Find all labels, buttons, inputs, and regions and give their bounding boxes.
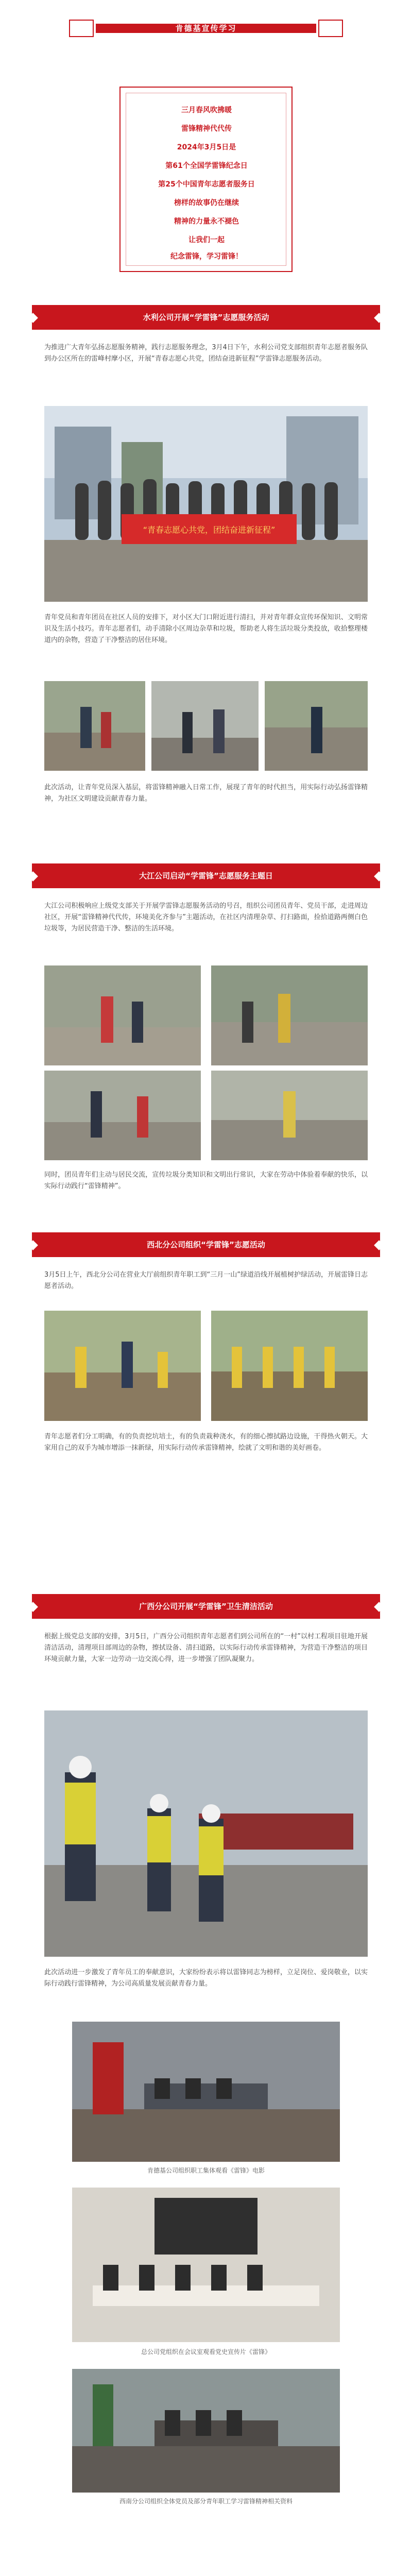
cleanup-photo [211, 1071, 368, 1160]
intro-line: 2024年3月5日是 [177, 143, 236, 151]
section-guangxi-company [32, 1594, 380, 2552]
section-paragraph: 此次活动，让青年党员深入基层，将雷锋精神融入日常工作，展现了青年的时代担当，用实际行动弘扬雷锋精神，为社区文明建设贡献青春力量。 [44, 784, 368, 803]
tree-planting-photo [44, 1311, 201, 1421]
photo-caption: 肯德基公司组织职工集体观看《雷锋》电影 [147, 2167, 265, 2174]
intro-line: 三月春风吹拂暖 [181, 106, 232, 114]
intro-line: 让我们一起 [188, 236, 225, 244]
banner-right-tab [318, 20, 343, 37]
page-title: 肯德基宣传学习 [175, 24, 237, 33]
activity-photo [265, 681, 368, 771]
section-paragraph: 根据上级党总支部的安排，3月5日，广西分公司组织青年志愿者们到公司所在的“一村”以村工程项目驻地开展清洁活动，清理项目部周边的杂物，擦拭设备、清扫道路，以实际行动传承雷锋精神，为营造干净整洁的项目环境贡献力量，大家一边劳动一边交流心得，进一步增强了团队凝聚力。 [44, 1633, 368, 1663]
section-title-bar [32, 1232, 380, 1257]
cleanup-photo [44, 965, 201, 1065]
section-title-bar [32, 863, 380, 888]
intro-line: 精神的力量永不褪色 [174, 217, 239, 226]
section-title-bar [32, 305, 380, 330]
intro-line: 第61个全国学雷锋纪念日 [165, 162, 248, 170]
section-paragraph: 3月5日上午，西北分公司在营业大厅前组织青年职工到“三月一山”绿道沿线开展植树护绿活动，开展雷锋日志愿者活动。 [44, 1271, 368, 1290]
group-photo-banner-text: “青春志愿心共党，团结奋进新征程” [143, 525, 276, 535]
section-paragraph: 青年党员和青年团员在社区人员的安排下，对小区大门口附近进行清扫，并对青年群众宣传环保知识、文明常识及生活小技巧。青年志愿者们，动手清除小区周边杂草和垃圾，帮助老人将生活垃圾分类投放，收拾整理楼道内的杂物，营造了干净整洁的居住环境。 [44, 614, 368, 644]
group-photo [44, 406, 368, 602]
section-paragraph: 大江公司积极响应上级党支部关于开展学雷锋志愿服务活动的号召，组织公司团员青年、党员干部，走进周边社区，开展“雷锋精神代代传，环境美化齐参与”主题活动，在社区内清理杂草、打扫路面，捡拾道路两侧白色垃圾等，为居民营造干净、整洁的生活环境。 [44, 902, 368, 933]
cleanup-photo [44, 1071, 201, 1160]
section-title: 大江公司启动“学雷锋”志愿服务主题日 [139, 871, 273, 880]
section-paragraph: 此次活动进一步激发了青年员工的奉献意识，大家纷纷表示将以雷锋同志为榜样，立足岗位、爱岗敬业，以实际行动践行雷锋精神，为公司高质量发展贡献青春力量。 [44, 1969, 368, 1988]
intro-box [119, 87, 293, 272]
section-title: 水利公司开展“学雷锋”志愿服务活动 [143, 313, 269, 322]
activity-photo [44, 681, 145, 771]
photo-caption: 西南分公司组织全体党员及部分青年职工学习雷锋精神相关资料 [119, 2498, 293, 2505]
intro-line: 榜样的故事仍在继续 [174, 199, 239, 207]
banner-left-tab [69, 20, 94, 37]
photo-caption: 总公司党组织在会议室观看党史宣传片《雷锋》 [141, 2348, 271, 2355]
intro-line: 雷锋精神代代传 [181, 125, 232, 133]
meeting-photo [72, 2022, 340, 2162]
section-paragraph: 青年志愿者们分工明确，有的负责挖坑培土，有的负责栽种浇水，有的细心擦拭路边设施，干得热火朝天。大家用自己的双手为城市增添一抹新绿，用实际行动传承雷锋精神，绘就了文明和谐的美好画卷。 [44, 1433, 368, 1452]
section-dajiang-company [32, 863, 380, 1214]
meeting-photo [72, 2188, 340, 2342]
tree-planting-photo [211, 1311, 368, 1421]
section-northwest-company [32, 1232, 380, 1572]
railway-cleanup-photo [44, 1710, 368, 1957]
meeting-photo [72, 2369, 340, 2493]
section-title: 西北分公司组织“学雷锋”志愿活动 [147, 1240, 265, 1249]
intro-inner [126, 93, 286, 266]
top-header-banner [96, 20, 316, 37]
activity-photo [151, 681, 259, 771]
section-paragraph: 同时，团员青年们主动与居民交流，宣传垃圾分类知识和文明出行常识，大家在劳动中体验着奉献的快乐，以实际行动践行“雷锋精神”。 [44, 1171, 368, 1190]
section-paragraph: 为推进广大青年弘扬志愿服务精神，践行志愿服务理念，3月4日下午，水利公司党支部组织青年志愿者服务队到办公区所在的雷峰村摩小区，开展“青春志愿心共党，团结奋进新征程”学雷锋志愿服务活动。 [44, 344, 368, 363]
intro-line: 第25个中国青年志愿者服务日 [158, 180, 255, 189]
cleanup-photo [211, 965, 368, 1065]
section-water-company [32, 305, 380, 846]
intro-line: 纪念雷锋，学习雷锋！ [170, 252, 243, 261]
section-title-bar [32, 1594, 380, 1619]
section-title: 广西分公司开展“学雷锋”卫生清洁活动 [139, 1602, 273, 1611]
